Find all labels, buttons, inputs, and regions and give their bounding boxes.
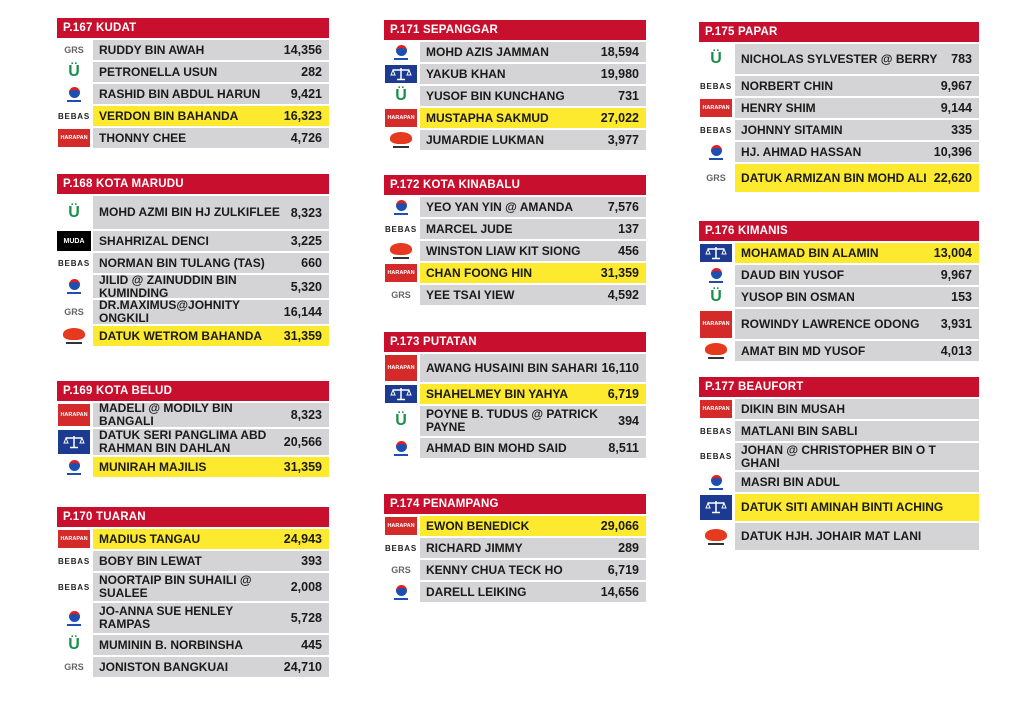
- candidate-cell: [420, 354, 646, 382]
- candidate-cell: [93, 253, 329, 273]
- bn-scales-logo: [699, 243, 733, 263]
- pn-logo: [699, 265, 733, 285]
- candidate-name: YEE TSAI YIEW: [426, 287, 515, 302]
- candidate-cell: [420, 108, 646, 128]
- candidate-row: [699, 443, 979, 470]
- upko-flower-logo: [699, 523, 733, 550]
- candidate-cell: [93, 84, 329, 104]
- vote-count: 9,421: [290, 87, 322, 101]
- pn-logo: [699, 142, 733, 162]
- constituency-title: P.176 KIMANIS: [699, 221, 979, 241]
- vote-count: 445: [301, 638, 322, 652]
- candidate-row: [699, 523, 979, 550]
- constituency-title: P.170 TUARAN: [57, 507, 329, 527]
- vote-count: 394: [618, 414, 639, 428]
- candidate-name: NORMAN BIN TULANG (TAS): [99, 255, 265, 270]
- vote-count: 18,594: [600, 45, 639, 59]
- vote-count: 3,225: [290, 234, 322, 248]
- bebas-logo: BEBAS: [57, 258, 90, 268]
- candidate-name: BOBY BIN LEWAT: [99, 553, 202, 568]
- vote-count: 456: [618, 244, 639, 258]
- constituency-card: [57, 174, 329, 346]
- grs-logo: GRS: [64, 45, 84, 55]
- candidate-row: [699, 421, 979, 441]
- candidate-name: KENNY CHUA TECK HO: [426, 562, 563, 577]
- candidate-cell: [93, 551, 329, 571]
- candidate-name: JUMARDIE LUKMAN: [426, 132, 544, 147]
- candidate-cell: [735, 421, 979, 441]
- candidate-name: AMAT BIN MD YUSOF: [741, 343, 866, 358]
- harapan-logo: HARAPAN: [699, 98, 733, 118]
- candidate-row: [384, 354, 646, 382]
- candidate-row: [57, 635, 329, 655]
- vote-count: 153: [951, 290, 972, 304]
- candidate-row: [384, 197, 646, 217]
- candidate-name: JILID @ ZAINUDDIN BIN KUMINDING: [99, 272, 237, 300]
- harapan-logo: HARAPAN: [699, 399, 733, 419]
- candidate-cell: [93, 403, 329, 427]
- candidate-row: [57, 84, 329, 104]
- candidate-name: PETRONELLA USUN: [99, 64, 218, 79]
- vote-count: 731: [618, 89, 639, 103]
- bebas-logo: BEBAS: [57, 556, 90, 566]
- vote-count: 4,726: [290, 131, 322, 145]
- candidate-cell: [93, 429, 329, 455]
- candidate-cell: [735, 243, 979, 263]
- candidate-cell: [735, 341, 979, 361]
- grs-logo: GRS: [64, 307, 84, 317]
- kdm-logo: Ü: [710, 288, 722, 305]
- candidate-row: [384, 582, 646, 602]
- candidate-row: [57, 603, 329, 633]
- candidate-row: [384, 538, 646, 558]
- constituency-title: P.171 SEPANGGAR: [384, 20, 646, 40]
- candidate-row: [699, 341, 979, 361]
- grs-logo: GRS: [706, 173, 726, 183]
- vote-count: 393: [301, 554, 322, 568]
- candidate-name: SHAHRIZAL DENCI: [99, 233, 209, 248]
- constituency-card: [57, 18, 329, 148]
- harapan-logo: HARAPAN: [384, 516, 418, 536]
- candidate-name: DARELL LEIKING: [426, 584, 527, 599]
- bebas-logo: BEBAS: [699, 125, 732, 135]
- candidate-cell: [420, 582, 646, 602]
- vote-count: 8,323: [290, 205, 322, 220]
- candidate-row: [384, 219, 646, 239]
- candidate-name: HJ. AHMAD HASSAN: [741, 144, 862, 159]
- constituency-card: [699, 377, 979, 550]
- candidate-cell: [93, 196, 329, 229]
- candidate-cell: [420, 384, 646, 404]
- candidate-name: DATUK ARMIZAN BIN MOHD ALI: [741, 170, 927, 185]
- candidate-row: [384, 406, 646, 436]
- candidate-name: MOHD AZIS JAMMAN: [426, 44, 549, 59]
- constituency-title: P.167 KUDAT: [57, 18, 329, 38]
- candidate-name: NORBERT CHIN: [741, 78, 833, 93]
- vote-count: 5,728: [290, 611, 322, 625]
- candidate-cell: [420, 219, 646, 239]
- vote-count: 10,396: [933, 145, 972, 159]
- candidate-name: DIKIN BIN MUSAH: [741, 401, 845, 416]
- vote-count: 335: [951, 123, 972, 137]
- candidate-row: [57, 62, 329, 82]
- vote-count: 660: [301, 256, 322, 270]
- candidate-name: AHMAD BIN MOHD SAID: [426, 440, 567, 455]
- bn-scales-logo: [384, 64, 418, 84]
- vote-count: 31,359: [600, 266, 639, 280]
- pn-logo: [57, 603, 91, 633]
- candidate-cell: [420, 406, 646, 436]
- candidate-name: WINSTON LIAW KIT SIONG: [426, 243, 581, 258]
- bebas-logo: BEBAS: [384, 224, 417, 234]
- constituency-title: P.173 PUTATAN: [384, 332, 646, 352]
- candidate-name: RASHID BIN ABDUL HARUN: [99, 86, 261, 101]
- candidate-row: [699, 120, 979, 140]
- winner-row: [699, 164, 979, 192]
- constituency-title: P.177 BEAUFORT: [699, 377, 979, 397]
- candidate-name: AWANG HUSAINI BIN SAHARI: [426, 360, 598, 375]
- candidate-name: DATUK SERI PANGLIMA ABD RAHMAN BIN DAHLAN: [99, 428, 267, 455]
- candidate-row: [57, 253, 329, 273]
- vote-count: 19,980: [600, 67, 639, 81]
- candidate-cell: [93, 40, 329, 60]
- kdm-logo: Ü: [68, 203, 80, 221]
- candidate-row: [57, 403, 329, 427]
- vote-count: 3,977: [607, 133, 639, 147]
- candidate-name: DAUD BIN YUSOF: [741, 267, 845, 282]
- candidate-name: MADELI @ MODILY BIN BANGALI: [99, 401, 233, 428]
- candidate-row: [57, 551, 329, 571]
- candidate-name: HENRY SHIM: [741, 100, 816, 115]
- candidate-cell: [735, 443, 979, 470]
- candidate-cell: [420, 516, 646, 536]
- candidate-row: [57, 300, 329, 324]
- constituency-card: [57, 507, 329, 677]
- vote-count: 137: [618, 222, 639, 236]
- candidate-cell: [420, 263, 646, 283]
- candidate-cell: [420, 241, 646, 261]
- candidate-cell: [735, 287, 979, 307]
- bebas-logo: BEBAS: [699, 452, 732, 461]
- constituency-card: [699, 221, 979, 361]
- candidate-cell: [735, 98, 979, 118]
- candidate-name: MASRI BIN ADUL: [741, 474, 840, 489]
- candidate-name: CHAN FOONG HIN: [426, 265, 532, 280]
- candidate-cell: [93, 457, 329, 477]
- vote-count: 27,022: [600, 111, 639, 125]
- candidate-cell: [735, 265, 979, 285]
- vote-count: 16,144: [283, 305, 322, 319]
- candidate-row: [699, 142, 979, 162]
- candidate-cell: [420, 42, 646, 62]
- pn-logo: [384, 197, 418, 217]
- bn-scales-logo: [384, 384, 418, 404]
- vote-count: 282: [301, 65, 322, 79]
- constituency-card: [384, 332, 646, 458]
- candidate-cell: [93, 272, 329, 300]
- candidate-row: [699, 98, 979, 118]
- grs-logo: GRS: [64, 662, 84, 672]
- candidate-name: POYNE B. TUDUS @ PATRICK PAYNE: [426, 407, 598, 434]
- constituency-card: [57, 381, 329, 477]
- constituency-card: [384, 20, 646, 150]
- kdm-logo: Ü: [710, 50, 722, 67]
- candidate-cell: [93, 62, 329, 82]
- winner-row: [384, 108, 646, 128]
- vote-count: 2,008: [290, 580, 322, 594]
- candidate-name: YUSOP BIN OSMAN: [741, 289, 855, 304]
- vote-count: 6,719: [607, 563, 639, 577]
- winner-row: [384, 384, 646, 404]
- candidate-row: [699, 76, 979, 96]
- candidate-cell: [735, 472, 979, 492]
- bn-scales-logo: [57, 429, 91, 455]
- candidate-name: ROWINDY LAWRENCE ODONG: [741, 316, 920, 331]
- candidate-name: MUNIRAH MAJILIS: [99, 459, 207, 474]
- candidate-name: VERDON BIN BAHANDA: [99, 108, 239, 123]
- vote-count: 5,320: [290, 279, 322, 294]
- candidate-row: [57, 657, 329, 677]
- candidate-name: YUSOF BIN KUNCHANG: [426, 88, 565, 103]
- vote-count: 13,004: [933, 246, 972, 260]
- candidate-cell: [93, 635, 329, 655]
- candidate-cell: [93, 326, 329, 346]
- pn-logo: [699, 472, 733, 492]
- vote-count: 783: [951, 52, 972, 66]
- candidate-cell: [420, 86, 646, 106]
- candidate-row: [384, 42, 646, 62]
- candidate-cell: [735, 523, 979, 550]
- winner-row: [699, 243, 979, 263]
- candidate-row: [384, 86, 646, 106]
- vote-count: 22,620: [933, 171, 972, 185]
- vote-count: 8,323: [290, 408, 322, 422]
- harapan-logo: HARAPAN: [57, 128, 91, 148]
- harapan-logo: HARAPAN: [384, 354, 418, 382]
- candidate-name: RUDDY BIN AWAH: [99, 42, 205, 57]
- harapan-logo: HARAPAN: [57, 529, 91, 549]
- bn-scales-logo: [699, 494, 733, 521]
- kdm-logo: Ü: [68, 63, 80, 80]
- candidate-row: [384, 241, 646, 261]
- candidate-cell: [93, 106, 329, 126]
- constituency-title: P.169 KOTA BELUD: [57, 381, 329, 401]
- candidate-row: [699, 309, 979, 339]
- candidate-cell: [420, 130, 646, 150]
- grs-logo: GRS: [391, 290, 411, 300]
- candidate-cell: [93, 573, 329, 601]
- candidate-name: JONISTON BANGKUAI: [99, 659, 229, 674]
- vote-count: 289: [618, 541, 639, 555]
- vote-count: 4,592: [607, 288, 639, 302]
- candidate-row: [384, 285, 646, 305]
- candidate-name: MARCEL JUDE: [426, 221, 513, 236]
- pn-logo: [57, 457, 91, 477]
- candidate-cell: [420, 560, 646, 580]
- candidate-name: DATUK WETROM BAHANDA: [99, 328, 263, 343]
- vote-count: 6,719: [607, 387, 639, 401]
- bebas-logo: BEBAS: [57, 582, 90, 592]
- vote-count: 3,931: [940, 317, 972, 331]
- candidate-cell: [735, 142, 979, 162]
- candidate-cell: [420, 538, 646, 558]
- candidate-row: [699, 44, 979, 74]
- constituency-card: [384, 175, 646, 305]
- pn-logo: [384, 42, 418, 62]
- candidate-cell: [735, 309, 979, 339]
- candidate-cell: [93, 603, 329, 633]
- harapan-logo: HARAPAN: [57, 403, 91, 427]
- candidate-name: JOHNNY SITAMIN: [741, 122, 843, 137]
- bebas-logo: BEBAS: [699, 81, 732, 91]
- candidate-cell: [735, 120, 979, 140]
- vote-count: 16,323: [283, 109, 322, 123]
- vote-count: 24,943: [283, 532, 322, 546]
- harapan-logo: HARAPAN: [699, 309, 733, 339]
- winner-row: [57, 529, 329, 549]
- vote-count: 31,359: [283, 329, 322, 343]
- candidate-name: JOHAN @ CHRISTOPHER BIN O T GHANI: [741, 442, 936, 470]
- candidate-cell: [420, 197, 646, 217]
- candidate-row: [57, 231, 329, 251]
- candidate-cell: [420, 438, 646, 458]
- winner-row: [57, 106, 329, 126]
- candidate-name: RICHARD JIMMY: [426, 540, 523, 555]
- upko-flower-logo: [699, 341, 733, 361]
- vote-count: 9,967: [940, 79, 972, 93]
- vote-count: 20,566: [283, 435, 322, 449]
- constituency-title: P.172 KOTA KINABALU: [384, 175, 646, 195]
- winner-row: [699, 494, 979, 521]
- candidate-cell: [735, 44, 979, 74]
- candidate-cell: [420, 285, 646, 305]
- candidate-cell: [93, 300, 329, 324]
- constituency-title: P.175 PAPAR: [699, 22, 979, 42]
- vote-count: 7,576: [607, 200, 639, 214]
- vote-count: 29,066: [600, 519, 639, 533]
- candidate-row: [57, 128, 329, 148]
- kdm-logo: Ü: [68, 636, 80, 653]
- pn-logo: [384, 438, 418, 458]
- candidate-cell: [735, 76, 979, 96]
- candidate-cell: [93, 128, 329, 148]
- winner-row: [57, 326, 329, 346]
- candidate-name: THONNY CHEE: [99, 130, 187, 145]
- kdm-logo: Ü: [395, 87, 407, 104]
- pn-logo: [57, 275, 91, 298]
- candidate-row: [384, 64, 646, 84]
- candidate-cell: [735, 494, 979, 521]
- candidate-row: [57, 272, 329, 300]
- constituency-card: [699, 22, 979, 192]
- upko-flower-logo: [384, 130, 418, 150]
- candidate-name: DR.MAXIMUS@JOHNITY ONGKILI: [99, 298, 240, 325]
- muda-logo: MUDA: [57, 231, 91, 251]
- candidate-name: NICHOLAS SYLVESTER @ BERRY: [741, 51, 938, 66]
- candidate-cell: [93, 529, 329, 549]
- candidate-name: DATUK HJH. JOHAIR MAT LANI: [741, 529, 922, 543]
- vote-count: 24,710: [283, 660, 322, 674]
- candidate-name: MUMININ B. NORBINSHA: [99, 637, 243, 652]
- harapan-logo: HARAPAN: [384, 108, 418, 128]
- candidate-name: YEO YAN YIN @ AMANDA: [426, 199, 574, 214]
- pn-logo: [384, 582, 418, 602]
- candidate-cell: [420, 64, 646, 84]
- candidate-row: [384, 560, 646, 580]
- candidate-name: MADIUS TANGAU: [99, 531, 201, 546]
- candidate-name: YAKUB KHAN: [426, 66, 506, 81]
- candidate-name: MOHD AZMI BIN HJ ZULKIFLEE: [99, 205, 280, 219]
- candidate-cell: [93, 231, 329, 251]
- candidate-row: [57, 196, 329, 229]
- winner-row: [57, 457, 329, 477]
- candidate-name: MATLANI BIN SABLI: [741, 423, 858, 438]
- vote-count: 9,967: [940, 268, 972, 282]
- bebas-logo: BEBAS: [57, 111, 90, 121]
- candidate-name: DATUK SITI AMINAH BINTI ACHING: [741, 500, 944, 514]
- bebas-logo: BEBAS: [384, 543, 417, 553]
- candidate-name: MUSTAPHA SAKMUD: [426, 110, 549, 125]
- candidate-row: [699, 265, 979, 285]
- winner-row: [384, 516, 646, 536]
- vote-count: 9,144: [940, 101, 972, 115]
- winner-row: [384, 263, 646, 283]
- candidate-name: NOORTAIP BIN SUHAILI @ SUALEE: [99, 573, 252, 600]
- grs-logo: GRS: [391, 565, 411, 575]
- candidate-row: [699, 472, 979, 492]
- candidate-name: MOHAMAD BIN ALAMIN: [741, 245, 879, 260]
- upko-flower-logo: [384, 241, 418, 261]
- upko-flower-logo: [57, 326, 91, 346]
- vote-count: 14,356: [283, 43, 322, 57]
- candidate-cell: [735, 164, 979, 192]
- candidate-row: [384, 438, 646, 458]
- candidate-row: [699, 399, 979, 419]
- harapan-logo: HARAPAN: [384, 263, 418, 283]
- candidate-row: [57, 429, 329, 455]
- bebas-logo: BEBAS: [699, 426, 732, 436]
- candidate-row: [57, 40, 329, 60]
- constituency-card: [384, 494, 646, 602]
- vote-count: 14,656: [600, 585, 639, 599]
- candidate-row: [384, 130, 646, 150]
- candidate-row: [699, 287, 979, 307]
- candidate-name: EWON BENEDICK: [426, 518, 530, 533]
- vote-count: 31,359: [283, 460, 322, 474]
- candidate-row: [57, 573, 329, 601]
- constituency-title: P.168 KOTA MARUDU: [57, 174, 329, 194]
- constituency-title: P.174 PENAMPANG: [384, 494, 646, 514]
- vote-count: 16,110: [601, 361, 639, 375]
- vote-count: 4,013: [940, 344, 972, 358]
- candidate-cell: [735, 399, 979, 419]
- kdm-logo: Ü: [395, 412, 407, 429]
- candidate-name: JO-ANNA SUE HENLEY RAMPAS: [99, 604, 234, 631]
- candidate-name: SHAHELMEY BIN YAHYA: [426, 386, 569, 401]
- pn-logo: [57, 84, 91, 104]
- candidate-cell: [93, 657, 329, 677]
- vote-count: 8,511: [608, 441, 639, 455]
